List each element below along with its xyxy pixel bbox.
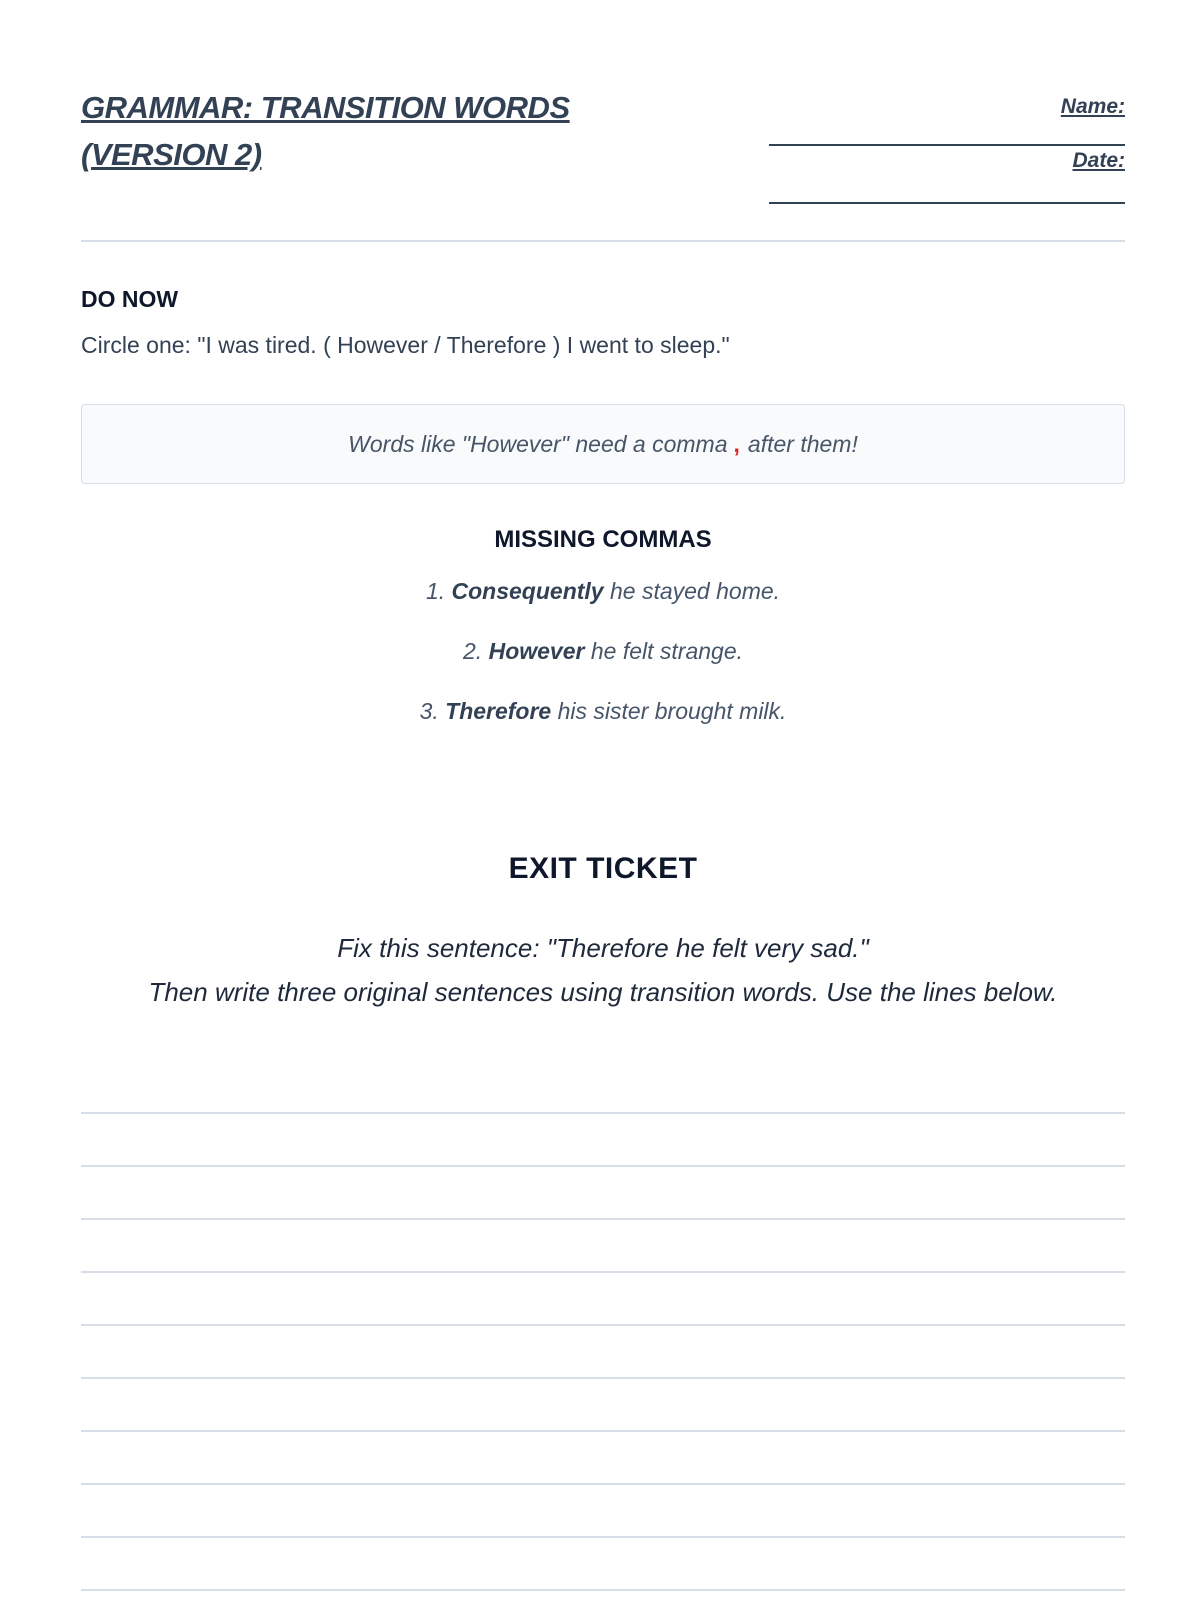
item-transition-word: However: [488, 638, 585, 664]
writing-line[interactable]: [81, 1379, 1125, 1432]
writing-line[interactable]: [81, 1326, 1125, 1379]
exercise-item: [81, 698, 1125, 725]
item-rest: he felt strange.: [590, 638, 743, 664]
title-line-2: (VERSION 2): [81, 137, 262, 172]
writing-line[interactable]: [81, 1114, 1125, 1167]
exercise-item: [81, 638, 1125, 665]
tip-comma-mark: ,: [733, 430, 740, 457]
exit-ticket-line-2: Then write three original sentences using transition words. Use the lines below.: [148, 977, 1058, 1007]
comma-tip-box: [81, 404, 1125, 484]
name-label: Name:: [1060, 95, 1125, 118]
exit-ticket-instructions: [81, 926, 1125, 1014]
tip-text-after: after them!: [747, 430, 858, 457]
tip-text-before: Words like "However" need a comma: [348, 430, 728, 457]
exercise-item: [81, 578, 1125, 605]
worksheet-page: [81, 0, 1125, 1600]
writing-line[interactable]: [81, 1220, 1125, 1273]
item-rest: his sister brought milk.: [557, 698, 787, 724]
writing-line[interactable]: [81, 1538, 1125, 1591]
writing-line[interactable]: [81, 1167, 1125, 1220]
do-now-heading: DO NOW: [81, 286, 179, 312]
writing-line[interactable]: [81, 1485, 1125, 1538]
name-date-block: [765, 92, 1125, 204]
do-now-prompt: Circle one: "I was tired. ( However / Therefore ) I went to sleep.": [81, 332, 730, 358]
date-field-line[interactable]: [769, 202, 1125, 204]
missing-commas-heading: MISSING COMMAS: [494, 526, 712, 553]
title-line-1: GRAMMAR: TRANSITION WORDS: [81, 90, 570, 125]
date-label: Date:: [1072, 149, 1125, 172]
item-transition-word: Therefore: [445, 698, 552, 724]
item-number: 1.: [425, 578, 446, 604]
item-number: 2.: [463, 638, 483, 664]
page-title: [81, 84, 681, 178]
writing-lines: [81, 1112, 1125, 1591]
item-number: 3.: [419, 698, 439, 724]
exit-ticket-heading: EXIT TICKET: [508, 852, 698, 885]
writing-line[interactable]: [81, 1273, 1125, 1326]
writing-line[interactable]: [81, 1432, 1125, 1485]
item-rest: he stayed home.: [609, 578, 781, 604]
header-divider: [81, 240, 1125, 242]
exit-ticket-line-1: Fix this sentence: "Therefore he felt very sad.": [337, 933, 869, 963]
item-transition-word: Consequently: [451, 578, 604, 604]
